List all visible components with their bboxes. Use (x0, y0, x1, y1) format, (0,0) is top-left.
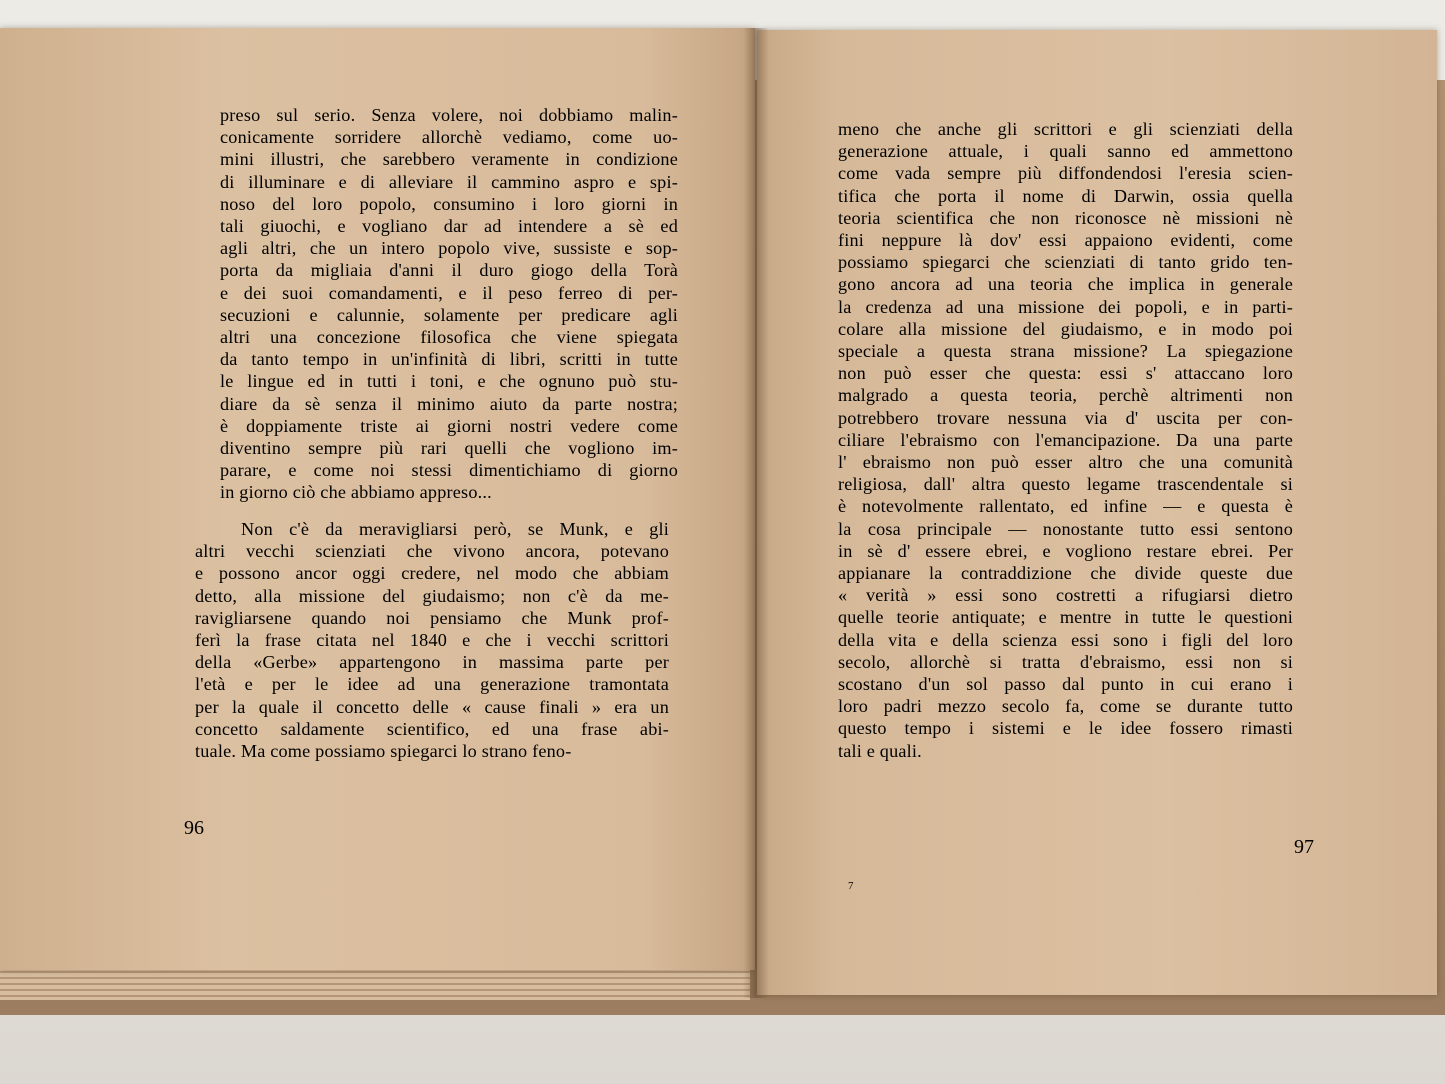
text-line: fini neppure là dov' essi appaiono evidenti, come (838, 230, 1293, 251)
right-paragraph (838, 118, 1293, 762)
text-line: agli altri, che un intero popolo vive, sussiste e sop- (220, 238, 678, 259)
text-line: della vita e della scienza essi sono i figli del loro (838, 629, 1293, 650)
text-line: secuzioni e calunnie, solamente per predicare agli (220, 304, 678, 325)
text-line: loro padri mezzo secolo fa, come se durante tutto (838, 696, 1293, 717)
text-line: potrebbero trovare nessuna via d' uscita per con- (838, 407, 1293, 428)
text-line: appianare la contraddizione che divide queste due (838, 563, 1293, 584)
text-line: come vada sempre più diffondendosi l'eresia scien- (838, 163, 1293, 184)
text-line: in giorno ciò che abbiamo appreso... (220, 482, 492, 503)
text-line: tifica che porta il nome di Darwin, ossia quella (838, 185, 1293, 206)
text-line: concetto saldamente scientifico, ed una frase abi- (195, 718, 669, 739)
text-line: la cosa principale — nonostante tutto essi sentono (838, 518, 1293, 539)
text-line: da tanto tempo in un'infinità di libri, scritti in tutte (220, 349, 678, 370)
page-number-left: 96 (184, 817, 204, 839)
text-line: gono ancora ad una teoria che implica in generale (838, 274, 1293, 295)
text-line: non può esser che questa: essi s' attaccano loro (838, 363, 1293, 384)
text-line: teoria scientifica che non riconosce nè missioni nè (838, 207, 1293, 228)
text-line: malgrado a questa teoria, perchè altrimenti non (838, 385, 1293, 406)
text-line: altri vecchi scienziati che vivono ancora, potevano (195, 541, 669, 562)
text-line: « verità » essi sono costretti a rifugiarsi dietro (838, 585, 1293, 606)
text-line: detto, alla missione del giudaismo; non c'è da me- (195, 585, 669, 606)
text-line: le lingue ed in tutti i toni, e che ognuno può stu- (220, 371, 678, 392)
text-line: è notevolmente rallentato, ed infine — e questa è (838, 496, 1293, 517)
text-line: in sè d' essere ebrei, e vogliono restare ebrei. Per (838, 540, 1293, 561)
text-line: conicamente sorridere allorchè vediamo, come uo- (220, 127, 678, 148)
text-line: ravigliarsene quando noi pensiamo che Munk prof- (195, 607, 669, 628)
book-gutter (743, 28, 769, 998)
text-line: diventino sempre più rari quelli che vogliono im- (220, 438, 678, 459)
text-line: meno che anche gli scrittori e gli scienziati della (838, 119, 1293, 139)
text-line: della «Gerbe» appartengono in massima parte per (195, 652, 669, 673)
text-line: secolo, allorchè si tratta d'ebraismo, essi non si (838, 651, 1293, 672)
text-line: l'età e per le idee ad una generazione tramontata (195, 674, 669, 695)
text-line: tali giuochi, e vogliano dar ad intendere a sè ed (220, 216, 678, 237)
signature-mark: 7 (848, 880, 854, 892)
text-line: questo tempo i sistemi e le idee fossero rimasti (838, 718, 1293, 739)
text-line: religiosa, dall' altra questo legame trascendentale si (838, 474, 1293, 495)
text-line: generazione attuale, i quali sanno ed ammettono (838, 141, 1293, 162)
text-line: ferì la frase citata nel 1840 e che i vecchi scrittori (195, 630, 669, 651)
text-line: scostano d'un sol passo dal punto in cui erano i (838, 674, 1293, 695)
text-line: colare alla missione del giudaismo, e in modo poi (838, 318, 1293, 339)
text-line: quelle teorie antiquate; e mentre in tutte le questioni (838, 607, 1293, 628)
text-line: e possono ancor oggi credere, nel modo che abbiam (195, 563, 669, 584)
text-line: speciale a questa strana missione? La spiegazione (838, 341, 1293, 362)
text-line: possiamo spiegarci che scienziati di tanto grido ten- (838, 252, 1293, 273)
text-line: è doppiamente triste ai giorni nostri vedere come (220, 415, 678, 436)
text-line: ciliare l'ebraismo con l'emancipazione. Da una parte (838, 429, 1293, 450)
text-line: diare da sè senza il minimo aiuto da parte nostra; (220, 393, 678, 414)
text-line: tali e quali. (838, 740, 922, 761)
page-number-right: 97 (1294, 836, 1314, 858)
text-line: porta da migliaia d'anni il duro giogo della Torà (220, 260, 678, 281)
left-paragraph-1 (220, 104, 678, 504)
text-line: Non c'è da meravigliarsi però, se Munk, e gli (241, 519, 669, 539)
text-line: e dei suoi comandamenti, e il peso ferreo di per- (220, 282, 678, 303)
text-line: per la quale il concetto delle « cause finali » era un (195, 696, 669, 717)
text-line: parare, e come noi stessi dimentichiamo di giorno (220, 460, 678, 481)
text-line: l' ebraismo non può esser altro che una comunità (838, 452, 1293, 473)
text-line: di illuminare e di alleviare il cammino aspro e spi- (220, 171, 678, 192)
text-line: tuale. Ma come possiamo spiegarci lo strano feno- (195, 741, 572, 762)
text-line: preso sul serio. Senza volere, noi dobbiamo malin- (220, 105, 678, 125)
text-line: la credenza ad una missione dei popoli, e in parti- (838, 296, 1293, 317)
left-paragraph-2 (195, 518, 669, 762)
text-line: mini illustri, che sarebbero veramente in condizione (220, 149, 678, 170)
text-line: altri una concezione filosofica che viene spiegata (220, 327, 678, 348)
text-line: noso del loro popolo, consumino i loro giorni in (220, 193, 678, 214)
